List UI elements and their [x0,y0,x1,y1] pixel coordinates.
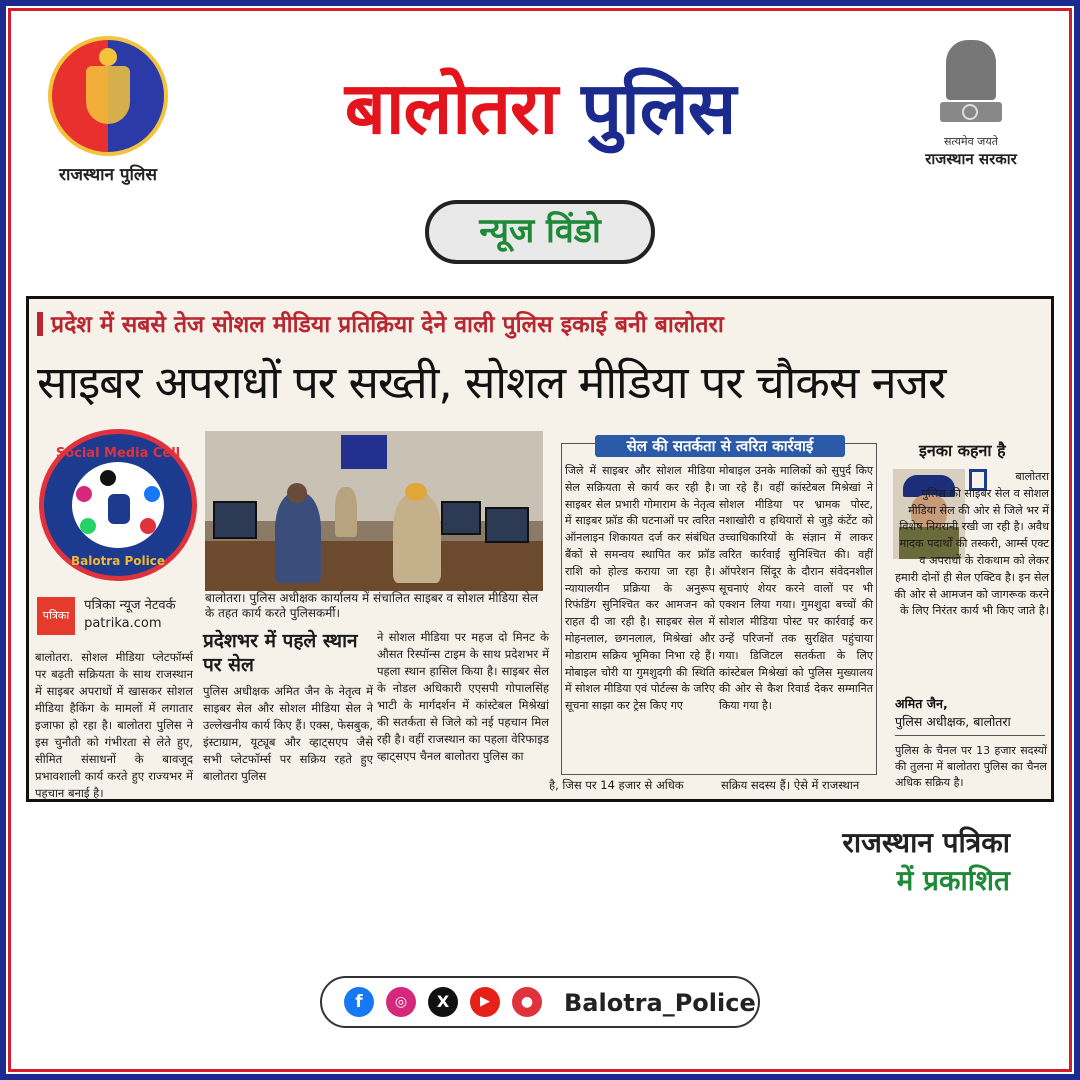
police-badge-icon [48,36,168,156]
quote-author-role: पुलिस अधीक्षक, बालोतरा [895,714,1011,729]
divider [895,735,1045,736]
smc-logo-bottom-text: Balotra Police [70,554,166,568]
rajasthan-government-emblem [906,40,1036,169]
photo-caption: बालोतरा। पुलिस अधीक्षक कार्यालय में संचालित साइबर व सोशल मीडिया सेल के तहत कार्य करते पुलिसकर्मी। [205,591,539,620]
social-handle-bar[interactable] [320,976,760,1028]
rajasthan-police-logo [44,36,172,185]
social-media-cell-logo [39,429,197,581]
koo-icon[interactable]: ● [512,987,542,1017]
facebook-icon[interactable]: f [344,987,374,1017]
clipping-kicker: प्रदेश में सबसे तेज सोशल मीडिया प्रतिक्रिया देने वाली पुलिस इकाई बनी बालोतरा [37,307,1047,339]
article-subhead: प्रदेशभर में पहले स्थान पर सेल [203,630,358,676]
flag-icon [341,435,387,469]
quote-body: बालोतरा पुलिस की साइबर सेल व सोशल मीडिया सेल की ओर से जिले भर में विशेष निगरानी रखी जा रही है। अवैध मादक पदार्थों की तस्करी, आर्म्स एक्ट व अपराधों के रोकथाम को लेकर हमारी दोनों ही सेल एक्टिव है। इन सेल की ओर से आमजन को जागरूक करने के लिए निरंतर कार्य भी किए जाते है। [894,470,1049,618]
source-name: पत्रिका न्यूज नेटवर्क patrika.com [84,598,176,631]
newspaper-clipping [26,296,1054,802]
page-title [200,66,880,150]
youtube-icon[interactable]: ▶ [470,987,500,1017]
article-column-2: पुलिस अधीक्षक अमित जैन के नेतृत्व में साइबर सेल और सोशल मीडिया सेल ने उल्लेखनीय कार्य किए हैं। एक्स, फेसबुक, इंस्टाग्राम, यूट्यूब और व्हाट्सएप जैसे सभी प्लेटफॉर्म्स पर सक्रिय रहते हुए बालोतरा पुलिस [203,684,373,783]
cyber-cell-photo [205,431,543,591]
social-handle[interactable]: Balotra_Police [564,989,756,1017]
instagram-icon[interactable]: ◎ [386,987,416,1017]
title-police: पुलिस [581,66,736,150]
published-line-2: में प्रकाशित [896,864,1010,897]
news-window-badge: न्यूज विंडो [425,200,655,264]
article-column-1: बालोतरा. सोशल मीडिया प्लेटफॉर्म्स पर बढ़ती सक्रियता के साथ राजस्थान में साइबर अपराधों में खासकर सोशल मीडिया हैकिंग के मामलों में लगातार इजाफा हो रहा है। बालोतरा पुलिस ने इस चुनौती को गंभीरता से लेते हुए, सीमित संसाधनों के बावजूद प्रभावशाली कार्य करते हुए राज्यभर में पहचान बनाई है। [35,650,193,800]
published-note [760,824,1010,900]
x-icon[interactable]: X [428,987,458,1017]
published-line-1: राजस्थान पत्रिका [842,826,1010,859]
quote-heading: इनका कहना है [919,441,1006,460]
title-balotra: बालोतरा [344,66,558,150]
article-column-4: जिले में साइबर और सोशल मीडिया सेल सक्रियता से कार्य कर रही है। साइबर सेल प्रभारी गोमाराम के नेतृत्व में साइबर फ्रॉड की घटनाओं पर त्वरित ऑनलाइन शिकायत दर्ज कर संबंधित बैंकों से समन्वय स्थापित कर फ्रॉड राशि को होल्ड कराया जा रहा है। न्यायालयीन प्रक्रिया के अनुरूप रिफंडिंग सुनिश्चित कर आमजन को राहत दी जा रही है। साइबर सेल में मोहनलाल, छगनलाल, मिश्रेखां और मोडाराम सक्रिय भूमिका निभा रहे हैं। मोबाइल चोरी या गुमशुदगी की स्थिति में सोशल मीडिया एवं पोर्टल्स के जरिए सूचना साझा कर ट्रेस किए गए [565,464,715,713]
rajasthan-government-caption: राजस्थान सरकार [925,150,1017,168]
column-4-continuation: है, जिस पर 14 हजार से अधिक [549,778,684,792]
clipping-headline: साइबर अपराधों पर सख्ती, सोशल मीडिया पर चौकस नजर [37,356,946,409]
column-5-continuation: सक्रिय सदस्य हैं। ऐसे में राजस्थान [721,778,860,792]
boxed-story-heading: सेल की सतर्कता से त्वरित कार्रवाई [595,435,845,457]
rajasthan-police-caption: राजस्थान पुलिस [59,165,157,185]
smc-logo-top-text: Social Media Cell [55,446,181,461]
source-credit [37,597,197,635]
quote-author-name: अमित जैन, [895,696,948,711]
source-url: patrika.com [84,616,162,631]
patrika-logo: पत्रिका [37,597,75,635]
quote-continuation: पुलिस के चैनल पर 13 हजार सदस्यों की तुलना में बालोतरा पुलिस का चैनल अधिक सक्रिय है। [895,744,1047,789]
ashoka-emblem-icon [936,40,1006,132]
emblem-motto: सत्यमेव जयते [943,135,998,148]
article-column-5: मोबाइल उनके मालिकों को सुपुर्द किए जा रहे हैं। वहीं कांस्टेबल मिश्रेखां ने सोशल मीडिया पर भ्रामक पोस्ट, नशाखोरी व हथियारों से जुड़े कंटेंट को उच्चाधिकारियों के संज्ञान में लाकर त्वरित कार्रवाई सुनिश्चित की। वहीं ऑपरेशन सिंदूर के दौरान संवेदनशील सूचनाएं शेयर करने वालों पर भी एक्शन लिया गया। गुमशुदा बच्चों की सोशल मीडिया पोस्ट पर कार्रवाई कर उन्हें परिजनों तक सुरक्षित पहुंचाया गया। डिजिटल सतर्कता के लिए कांस्टेबल मिश्रेखां को पुलिस मुख्यालय की ओर से कैश रिवार्ड देकर सम्मानित किया गया है। [719,464,873,713]
article-column-3: ने सोशल मीडिया पर महज दो मिनट के औसत रिस्पॉन्स टाइम के साथ प्रदेशभर में पहला स्थान हासिल किया है। साइबर सेल के नोडल अधिकारी एएसपी गोपालसिंह भाटी के मार्गदर्शन में कांस्टेबल मिश्रेखां की सतर्कता से जिले को नई पहचान मिल रही है। वहीं राजस्थान का पहला वेरिफाइड व्हाट्सएप चैनल बालोतरा पुलिस का [377,630,549,763]
